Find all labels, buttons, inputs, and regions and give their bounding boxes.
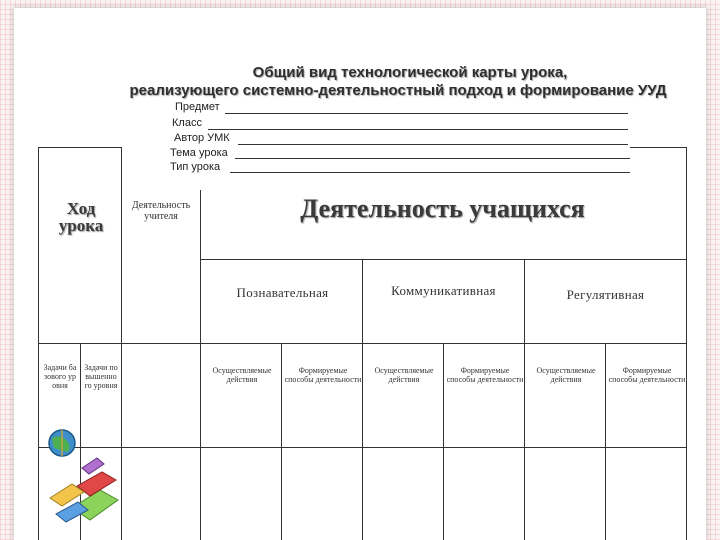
grid-v-students (200, 190, 201, 540)
field-subject: Предмет (175, 101, 220, 113)
title-line-1: Общий вид технологической карты урока, (252, 64, 568, 81)
category-cognitive: Познавательная (236, 285, 329, 300)
grid-v-sub-1 (281, 343, 282, 540)
field-author: Автор УМК (174, 132, 230, 144)
subheader-regulatory-methods: Формируемые способы деятельности (608, 366, 686, 384)
subheader-cognitive-methods: Формируемые способы деятельности (284, 366, 362, 384)
grid-top-right (630, 147, 687, 148)
field-subject-line (225, 113, 628, 114)
field-type-line (230, 172, 630, 173)
category-regulatory: Регулятивная (566, 287, 645, 302)
grid-h-categories (200, 259, 687, 260)
title-line-2: реализующего системно-деятельностный подход и формирование УУД (129, 82, 667, 99)
grid-top-left (38, 147, 122, 148)
header-student-activity: Деятельность учащихся (300, 194, 585, 223)
field-type: Тип урока (170, 161, 221, 173)
subheader-communicative-actions: Осуществляемые действия (374, 366, 434, 384)
field-author-line (238, 144, 628, 145)
subheader-communicative-methods: Формируемые способы деятельности (446, 366, 524, 384)
field-topic-line (235, 158, 630, 159)
field-class-line (208, 129, 628, 130)
field-class: Класс (172, 117, 202, 129)
subheader-regulatory-actions: Осуществляемые действия (536, 366, 596, 384)
left-basic-tasks: Задачи базового уровня (43, 363, 77, 390)
grid-v-cat-2 (524, 259, 525, 540)
grid-v-cat-1 (362, 259, 363, 540)
globe-books-icon (42, 428, 122, 528)
grid-v-sub-3 (605, 343, 606, 540)
field-topic: Тема урока (170, 147, 228, 159)
subheader-cognitive-actions: Осуществляемые действия (212, 366, 272, 384)
header-teacher-activity: Деятельность учителя (131, 200, 191, 222)
grid-v-sub-2 (443, 343, 444, 540)
left-advanced-tasks: Задачи повышенного уровня (84, 363, 118, 390)
category-communicative: Коммуникативная (391, 283, 496, 298)
header-lesson-flow: Ход урока (58, 199, 104, 235)
